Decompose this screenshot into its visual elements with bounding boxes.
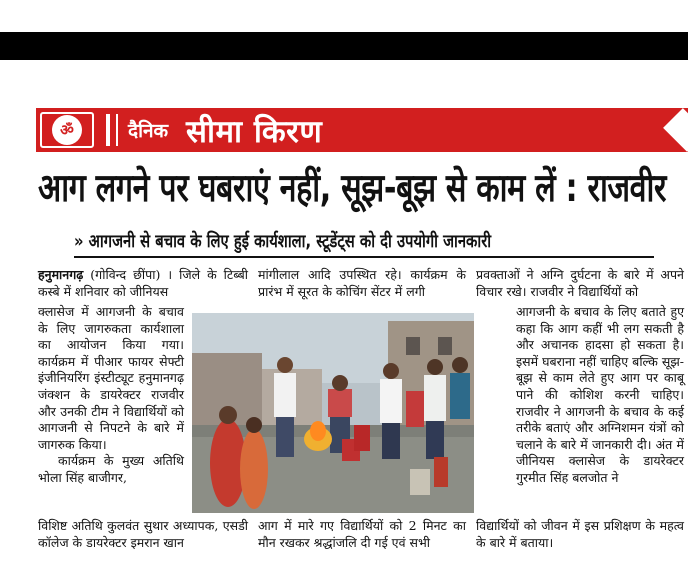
om-sun-icon: ॐ [52, 115, 82, 145]
subhead-underline [74, 256, 654, 258]
column-3-top-text: प्रवक्ताओं ने अग्नि दुर्घटना के बारे में अपने विचार रखे। राजवीर ने विद्यार्थियों को [476, 267, 684, 299]
column-3-middle [516, 304, 684, 487]
fire-drill-photo-illustration [192, 313, 474, 513]
column-2-top [258, 267, 466, 300]
column-3-top [476, 267, 684, 300]
article-subhead: » आगजनी से बचाव के लिए हुई कार्यशाला, स्टूडेंट्स को दी उपयोगी जानकारी [74, 231, 492, 252]
column-2-bottom-text: आग में मारे गए विद्यार्थियों को 2 मिनट का मौन रखकर श्रद्धांजलि दी गई एवं सभी [258, 518, 466, 550]
top-black-bar [0, 32, 688, 60]
masthead-divider [106, 114, 110, 146]
column-1-top [38, 267, 248, 300]
masthead-divider-thin [116, 114, 118, 146]
column-1-bottom-text: विशिष्ट अतिथि कुलवंत सुथार अध्यापक, एसडी कॉलेज के डायरेक्टर इमरान खान [38, 518, 248, 550]
column-3-middle-text: आगजनी के बचाव के लिए बताते हुए कहा कि आग कहीं भी लग सकती है और अचानक हादसा हो सकता है। इसमें घबराना नहीं चाहिए बल्कि सूझ-बूझ से काम लेते हुए आग पर काबू पाने की कोशिश करनी चाहिए। राजवीर ने आगजनी के बचाव के कई तरीके बताएं और अग्निशमन यंत्रों को चलाने के बारे में जानकारी दी। अंत में जीनियस क्लासेज के डायरेक्टर गुरमीत सिंह बलजोत ने [516, 304, 684, 485]
article-headline: आग लगने पर घबराएं नहीं, सूझ-बूझ से काम लें : राजवीर [38, 166, 667, 211]
column-1-paragraph-2: कार्यक्रम के मुख्य अतिथि भोला सिंह बाजीगर, [38, 453, 184, 485]
dateline: हनुमानगढ़ [38, 267, 84, 282]
newspaper-name: सीमा किरण [186, 114, 323, 150]
column-3-bottom-text: विद्यार्थियों को जीवन में इस प्रशिक्षण के महत्व के बारे में बताया। [476, 518, 684, 550]
column-1-middle [38, 304, 184, 487]
column-1-bottom [38, 518, 248, 551]
column-3-bottom [476, 518, 684, 551]
column-2-top-text: मांगीलाल आदि उपस्थित रहे। कार्यक्रम के प्रारंभ में सूरत के कोचिंग सेंटर में लगी [258, 267, 466, 299]
masthead-banner [36, 108, 688, 152]
arrow-icon [663, 108, 688, 152]
masthead-prefix: दैनिक [128, 120, 169, 142]
column-1-paragraph: क्लासेज में आगजनी के बचाव के लिए जागरुकता कार्यशाला का आयोजन किया गया। कार्यक्रम में पीआर फायर सेफ्टी इंजीनियरिंग इंस्टीट्यूट हनुमानगढ़ जंक्शन के डायरेक्टर राजवीर और उनकी टीम ने विद्यार्थियों को आगजनी से निपटने के बारे में जागरुक किया। [38, 304, 184, 452]
column-1-top-text: (गोविन्द छींपा) । जिले के टिब्बी कस्बे में शनिवार को जीनियस [38, 267, 248, 299]
masthead-logo [40, 112, 94, 148]
column-2-bottom [258, 518, 466, 551]
news-photo [192, 313, 474, 513]
